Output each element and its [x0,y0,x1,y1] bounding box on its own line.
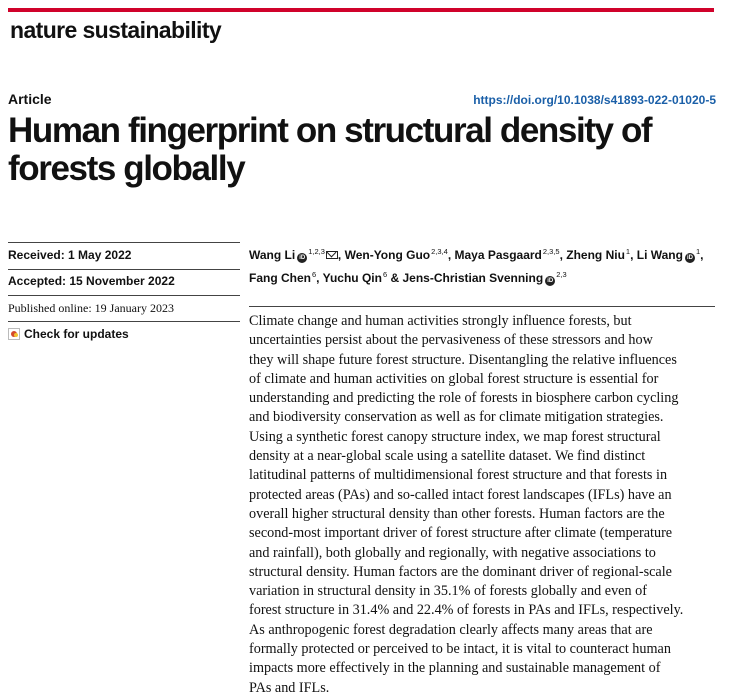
author-separator: , [700,248,704,262]
author[interactable] [637,248,700,262]
orcid-icon[interactable]: iD [547,278,554,284]
abstract-line: impacts more effectively in the planning and sustainable management of [249,660,661,677]
orcid-icon[interactable]: iD [686,255,693,261]
abstract [249,312,718,698]
abstract-line: of climate and human activities on global forest structure is essential for [249,370,659,387]
author-separator: & [387,271,403,285]
affiliation-superscript: 1 [695,247,701,256]
abstract-line: second-most important driver of forest structure after climate (temperature [249,525,673,542]
affiliation-superscript: 1,2,3 [308,247,325,256]
abstract-line: forest structure in 31.4% and 22.4% of forests in PAs and IFLs, respectively. [249,602,684,619]
affiliation-superscript: 2,3,4 [431,247,448,256]
journal-name[interactable]: nature sustainability [10,17,222,43]
author-separator: , [559,248,567,262]
abstract-line: understanding and predicting the role of forests in biosphere carbon cycling [249,390,679,407]
abstract-line: and rainfall), both globally and regionally, with negative associations to [249,544,656,561]
abstract-line: structural density. Human factors are the dominant driver of regional-scale [249,563,672,580]
abstract-line: uncertainties persist about the pervasiveness of these stressors and how [249,332,653,349]
affiliation-superscript: 1 [625,247,631,256]
meta-divider [8,321,240,322]
abstract-line: As anthropogenic forest degradation clearly affects many areas that are [249,621,653,638]
author-name[interactable]: Wen-Yong Guo [344,248,431,262]
author-name[interactable]: Yuchu Qin [322,271,382,285]
affiliation-superscript: 6 [312,270,317,279]
check-for-updates-button[interactable] [8,327,129,341]
article-type-label: Article [8,91,52,107]
doi-link[interactable]: https://doi.org/10.1038/s41893-022-01020-5 [473,93,716,107]
author[interactable] [249,271,316,285]
abstract-divider [249,306,715,307]
author-name[interactable]: Maya Pasgaard [454,248,542,262]
author-separator: , [337,248,345,262]
author-name[interactable]: Li Wang [636,248,683,262]
abstract-line: overall higher structural density than other forests. Human factors are the [249,505,665,522]
received-date: Received: 1 May 2022 [8,248,132,262]
author-separator: , [447,248,455,262]
journal-header-bar [8,8,714,52]
title-line: forests globally [8,149,245,188]
author-name[interactable]: Wang Li [249,248,296,262]
author-separator: , [316,271,323,285]
abstract-line: protected areas (PAs) and so-called intact forest landscapes (IFLs) have an [249,486,672,503]
abstract-line: Climate change and human activities strongly influence forests, but [249,313,632,329]
abstract-line: PAs and IFLs. [249,679,330,696]
author[interactable] [566,248,630,262]
meta-divider [8,295,240,296]
affiliation-superscript: 6 [382,270,388,279]
orcid-icon[interactable]: iD [299,255,306,261]
title-line: Human fingerprint on structural density of [8,111,652,150]
email-icon[interactable] [326,251,338,259]
author-separator: , [630,248,637,262]
author[interactable] [323,271,388,285]
author-list [249,242,719,288]
published-date: Published online: 19 January 2023 [8,301,174,315]
author[interactable] [454,248,559,262]
meta-divider [8,242,240,243]
author[interactable] [345,248,448,262]
abstract-line: density at a near-global scale using a satellite dataset. We find distinct [249,448,646,465]
abstract-line: latitudinal patterns of multidimensional forest structure and that forests in [249,467,668,484]
accepted-date: Accepted: 15 November 2022 [8,274,175,288]
meta-divider [8,269,240,270]
crossmark-icon [8,328,20,340]
abstract-line: variation in structural density in 35.1% of forests globally and even of [249,583,647,600]
affiliation-superscript: 2,3 [556,270,567,279]
author[interactable] [402,271,566,285]
abstract-line: formally protected or perceived to be intact, it is vital to counteract human [249,641,671,658]
abstract-line: and biodiversity conservation as well as for climate mitigation strategies. [249,409,664,426]
author-name[interactable]: Fang Chen [249,271,311,285]
author[interactable] [249,248,338,262]
author-name[interactable]: Jens-Christian Svenning [402,271,544,285]
author-name[interactable]: Zheng Niu [566,248,625,262]
article-title [8,112,718,188]
abstract-line: Using a synthetic forest canopy structure index, we map forest structural [249,428,661,445]
abstract-line: they will shape future forest structure. Disentangling the relative influences [249,351,677,368]
affiliation-superscript: 2,3,5 [542,247,560,256]
check-for-updates-label: Check for updates [24,327,129,341]
